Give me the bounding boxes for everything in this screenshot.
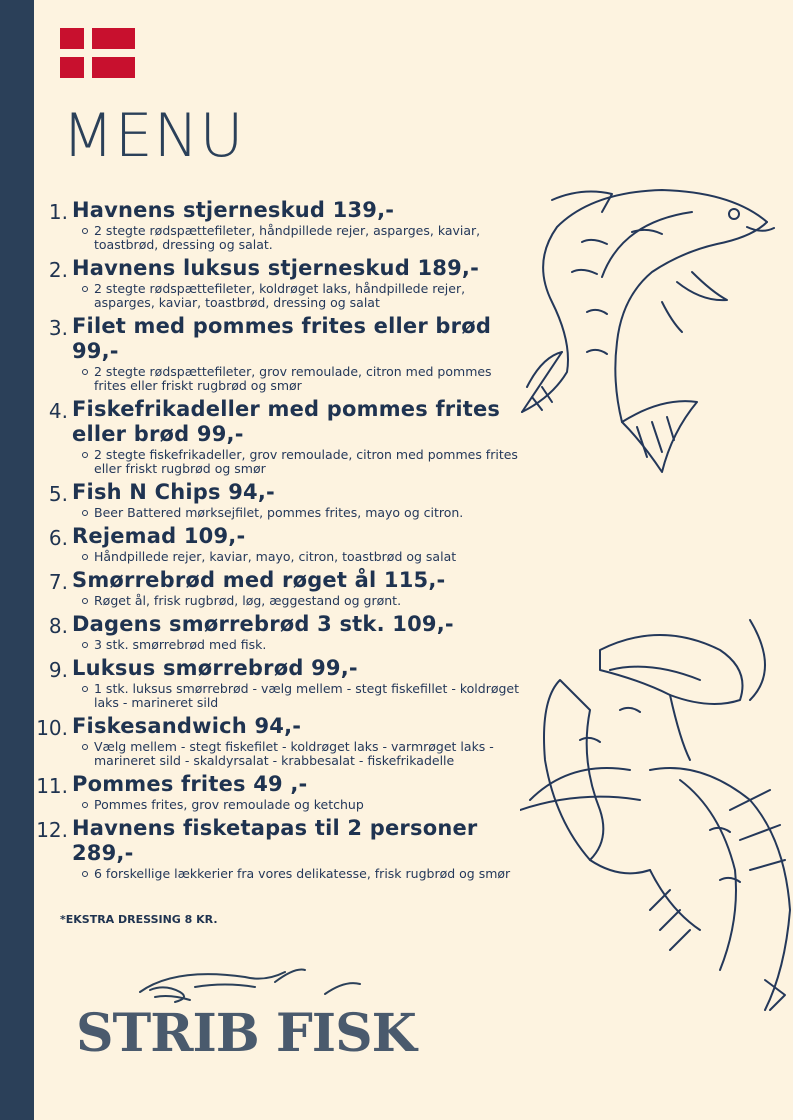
menu-item-number: 8. xyxy=(48,614,68,638)
menu-item-number: 1. xyxy=(48,200,68,224)
menu-item-description: Røget ål, frisk rugbrød, løg, æggestand og grønt. xyxy=(82,594,526,608)
trout-illustration-icon xyxy=(512,182,780,477)
menu-item-name: Fiskefrikadeller med pommes frites eller brød 99,- xyxy=(72,397,501,446)
menu-item-description: 2 stegte rødspættefileter, grov remoulade, citron med pommes frites eller friskt rugbrød og smør xyxy=(82,365,526,393)
menu-item-name: Havnens fisketapas til 2 personer 289,- xyxy=(72,816,478,865)
menu-item-number: 11. xyxy=(36,774,68,798)
menu-item xyxy=(36,198,526,252)
menu-item-description: 1 stk. luksus smørrebrød - vælg mellem - stegt fiskefillet - koldrøget laks - marineret sild xyxy=(82,682,526,710)
menu-item-name: Filet med pommes frites eller brød 99,- xyxy=(72,314,492,363)
menu-item xyxy=(36,714,526,768)
lobster-illustration-icon xyxy=(520,610,793,1030)
menu-item-number: 7. xyxy=(48,570,68,594)
menu-item-name: Smørrebrød med røget ål 115,- xyxy=(72,568,446,592)
menu-item-name: Fiskesandwich 94,- xyxy=(72,714,302,738)
menu-item-number: 9. xyxy=(48,658,68,682)
menu-item xyxy=(36,568,526,608)
menu-item-name: Pommes frites 49 ,- xyxy=(72,772,308,796)
menu-item-description: Håndpillede rejer, kaviar, mayo, citron, toastbrød og salat xyxy=(82,550,526,564)
menu-item xyxy=(36,772,526,812)
page-title: MENU xyxy=(62,101,245,171)
menu-item-name: Fish N Chips 94,- xyxy=(72,480,275,504)
menu-item-number: 6. xyxy=(48,526,68,550)
extra-dressing-note: *EKSTRA DRESSING 8 KR. xyxy=(60,913,218,926)
menu-item-name: Luksus smørrebrød 99,- xyxy=(72,656,358,680)
menu-item-number: 12. xyxy=(36,818,68,842)
menu-item-description: Pommes frites, grov remoulade og ketchup xyxy=(82,798,526,812)
menu-list xyxy=(36,198,526,885)
menu-item xyxy=(36,612,526,652)
menu-item-description: 3 stk. smørrebrød med fisk. xyxy=(82,638,526,652)
menu-item-description: Beer Battered mørksejfilet, pommes frites, mayo og citron. xyxy=(82,506,526,520)
menu-item xyxy=(36,524,526,564)
menu-item-name: Rejemad 109,- xyxy=(72,524,246,548)
menu-item-name: Havnens luksus stjerneskud 189,- xyxy=(72,256,479,280)
menu-item xyxy=(36,480,526,520)
menu-item-description: 6 forskellige lækkerier fra vores delikatesse, frisk rugbrød og smør xyxy=(82,867,526,881)
menu-item-number: 5. xyxy=(48,482,68,506)
menu-item-description: Vælg mellem - stegt fiskefilet - koldrøget laks - varmrøget laks - marineret sild - skaldyrsalat - krabbesalat - fiskefrikadelle xyxy=(82,740,526,768)
menu-item-number: 3. xyxy=(48,316,68,340)
menu-item-description: 2 stegte rødspættefileter, koldrøget laks, håndpillede rejer, asparges, kaviar, toastbrød, dressing og salat xyxy=(82,282,526,310)
strib-fisk-logo: STRIB FISK xyxy=(76,1003,416,1064)
menu-item xyxy=(36,656,526,710)
menu-item-number: 4. xyxy=(48,399,68,423)
menu-item xyxy=(36,816,526,881)
danish-flag-icon xyxy=(60,28,135,78)
menu-item-name: Havnens stjerneskud 139,- xyxy=(72,198,395,222)
menu-item-number: 10. xyxy=(36,716,68,740)
menu-item-name: Dagens smørrebrød 3 stk. 109,- xyxy=(72,612,454,636)
menu-item-description: 2 stegte fiskefrikadeller, grov remoulade, citron med pommes frites eller friskt rugbrød og smør xyxy=(82,448,526,476)
menu-item xyxy=(36,314,526,393)
menu-item xyxy=(36,397,526,476)
side-stripe xyxy=(0,0,34,1120)
menu-item-description: 2 stegte rødspættefileter, håndpillede rejer, asparges, kaviar, toastbrød, dressing og salat. xyxy=(82,224,526,252)
menu-item-number: 2. xyxy=(48,258,68,282)
menu-item xyxy=(36,256,526,310)
